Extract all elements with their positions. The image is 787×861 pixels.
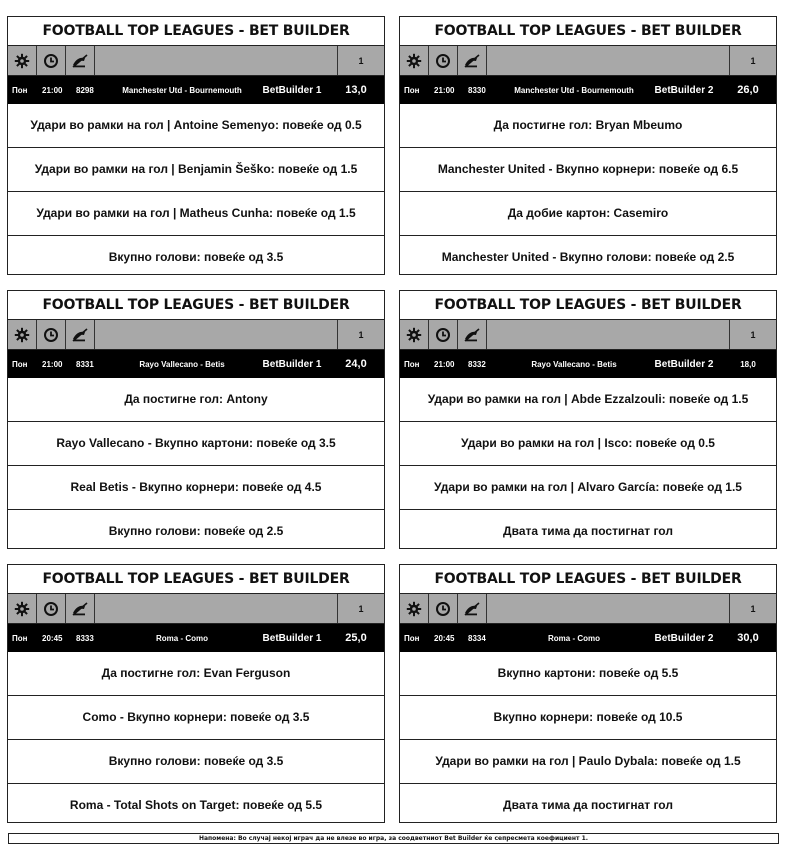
builder-label: BetBuilder 1 xyxy=(262,632,322,644)
icon-row xyxy=(8,594,384,624)
match-name: Rayo Vallecano - Betis xyxy=(531,359,617,369)
no-bet-icon xyxy=(66,320,95,349)
match-name: Roma - Como xyxy=(156,633,208,643)
match-name: Manchester Utd - Bournemouth xyxy=(514,85,634,95)
kickoff-time: 20:45 xyxy=(434,633,455,643)
event-code: 8333 xyxy=(76,633,94,643)
bet-card-2 xyxy=(399,16,777,275)
odds-value: 24,0 xyxy=(345,358,367,370)
bet-card-4 xyxy=(399,290,777,549)
selection-row: Удари во рамки на гол | Abde Ezzalzouli: повеќе од 1.5 xyxy=(427,392,749,406)
match-info-row xyxy=(8,76,384,104)
selection-row: Удари во рамки на гол | Matheus Cunha: повеќе од 1.5 xyxy=(8,191,384,235)
event-count: 1 xyxy=(358,329,364,340)
selection-row: Roma - Total Shots on Target: повеќе од 5.5 xyxy=(8,783,384,827)
match-info-row xyxy=(400,76,776,104)
icon-row xyxy=(400,320,776,350)
builder-label: BetBuilder 1 xyxy=(262,358,322,370)
clock-icon xyxy=(429,594,458,623)
builder-label: BetBuilder 2 xyxy=(654,84,714,96)
clock-icon xyxy=(37,320,66,349)
odds-value: 25,0 xyxy=(345,632,367,644)
gear-icon xyxy=(8,594,37,623)
odds-value: 30,0 xyxy=(737,632,759,644)
selection-row: Вкупно голови: повеќе од 3.5 xyxy=(8,739,384,783)
builder-label: BetBuilder 2 xyxy=(654,632,714,644)
icon-row xyxy=(400,46,776,76)
footnote: Напомена: Во случај некој играч да не влезе во игра, за соодветниот Bet Builder ќе сепресмета коефициент 1. xyxy=(8,833,779,844)
selection-row: Вкупно голови: повеќе од 2.5 xyxy=(8,509,384,553)
icon-row xyxy=(400,594,776,624)
day-label: Пон xyxy=(12,633,28,643)
match-name: Rayo Vallecano - Betis xyxy=(139,359,225,369)
selection-list xyxy=(400,104,776,279)
odds-value: 18,0 xyxy=(740,359,756,369)
gear-icon xyxy=(8,320,37,349)
selection-row: Como - Вкупно корнери: повеќе од 3.5 xyxy=(8,695,384,739)
builder-label: BetBuilder 2 xyxy=(654,358,714,370)
event-count: 1 xyxy=(750,55,756,66)
clock-icon xyxy=(429,46,458,75)
bet-card-6 xyxy=(399,564,777,823)
selection-list xyxy=(8,104,384,279)
no-bet-icon xyxy=(458,320,487,349)
event-code: 8298 xyxy=(76,85,94,95)
kickoff-time: 21:00 xyxy=(42,359,63,369)
selection-list xyxy=(400,652,776,827)
kickoff-time: 21:00 xyxy=(434,85,455,95)
event-count: 1 xyxy=(750,603,756,614)
selection-row: Удари во рамки на гол | Antoine Semenyo: повеќе од 0.5 xyxy=(30,118,362,132)
match-info-row xyxy=(8,624,384,652)
no-bet-icon xyxy=(458,46,487,75)
selection-row: Manchester United - Вкупно корнери: повеќе од 6.5 xyxy=(400,147,776,191)
clock-icon xyxy=(37,46,66,75)
selection-row: Rayo Vallecano - Вкупно картони: повеќе од 3.5 xyxy=(8,421,384,465)
match-info-row xyxy=(8,350,384,378)
day-label: Пон xyxy=(404,359,420,369)
selection-row: Да постигне гол: Antony xyxy=(124,392,268,406)
clock-icon xyxy=(37,594,66,623)
event-code: 8332 xyxy=(468,359,486,369)
day-label: Пон xyxy=(12,85,28,95)
kickoff-time: 20:45 xyxy=(42,633,63,643)
selection-row: Вкупно корнери: повеќе од 10.5 xyxy=(400,695,776,739)
event-code: 8334 xyxy=(468,633,486,643)
selection-row: Удари во рамки на гол | Paulo Dybala: повеќе од 1.5 xyxy=(400,739,776,783)
selection-row: Двата тима да постигнат гол xyxy=(400,509,776,553)
card-title: FOOTBALL TOP LEAGUES - BET BUILDER xyxy=(400,17,776,46)
no-bet-icon xyxy=(66,46,95,75)
clock-icon xyxy=(429,320,458,349)
match-info-row xyxy=(400,624,776,652)
bet-card-5 xyxy=(7,564,385,823)
bet-card-1 xyxy=(7,16,385,275)
day-label: Пон xyxy=(12,359,28,369)
bet-card-3 xyxy=(7,290,385,549)
card-title: FOOTBALL TOP LEAGUES - BET BUILDER xyxy=(8,565,384,594)
no-bet-icon xyxy=(66,594,95,623)
card-title: FOOTBALL TOP LEAGUES - BET BUILDER xyxy=(8,17,384,46)
event-code: 8331 xyxy=(76,359,94,369)
selection-row: Да постигне гол: Evan Ferguson xyxy=(101,666,291,680)
selection-row: Real Betis - Вкупно корнери: повеќе од 4.5 xyxy=(8,465,384,509)
builder-label: BetBuilder 1 xyxy=(262,84,322,96)
icon-row xyxy=(8,320,384,350)
selection-list xyxy=(8,378,384,553)
odds-value: 26,0 xyxy=(737,84,759,96)
event-code: 8330 xyxy=(468,85,486,95)
selection-row: Двата тима да постигнат гол xyxy=(400,783,776,827)
selection-list xyxy=(400,378,776,553)
selection-row: Да постигне гол: Bryan Mbeumo xyxy=(493,118,683,132)
event-count: 1 xyxy=(750,329,756,340)
match-name: Manchester Utd - Bournemouth xyxy=(122,85,242,95)
selection-row: Да добие картон: Casemiro xyxy=(400,191,776,235)
kickoff-time: 21:00 xyxy=(434,359,455,369)
odds-value: 13,0 xyxy=(345,84,367,96)
event-count: 1 xyxy=(358,55,364,66)
selection-row: Вкупно голови: повеќе од 3.5 xyxy=(8,235,384,279)
gear-icon xyxy=(400,320,429,349)
icon-row xyxy=(8,46,384,76)
selection-row: Удари во рамки на гол | Isco: повеќе од 0.5 xyxy=(400,421,776,465)
day-label: Пон xyxy=(404,85,420,95)
selection-row: Manchester United - Вкупно голови: повеќе од 2.5 xyxy=(400,235,776,279)
no-bet-icon xyxy=(458,594,487,623)
gear-icon xyxy=(8,46,37,75)
day-label: Пон xyxy=(404,633,420,643)
gear-icon xyxy=(400,46,429,75)
selection-list xyxy=(8,652,384,827)
selection-row: Удари во рамки на гол | Alvaro García: повеќе од 1.5 xyxy=(400,465,776,509)
gear-icon xyxy=(400,594,429,623)
card-title: FOOTBALL TOP LEAGUES - BET BUILDER xyxy=(400,291,776,320)
selection-row: Удари во рамки на гол | Benjamin Šeško: повеќе од 1.5 xyxy=(8,147,384,191)
match-info-row xyxy=(400,350,776,378)
kickoff-time: 21:00 xyxy=(42,85,63,95)
card-title: FOOTBALL TOP LEAGUES - BET BUILDER xyxy=(8,291,384,320)
card-title: FOOTBALL TOP LEAGUES - BET BUILDER xyxy=(400,565,776,594)
selection-row: Вкупно картони: повеќе од 5.5 xyxy=(497,666,679,680)
match-name: Roma - Como xyxy=(548,633,600,643)
event-count: 1 xyxy=(358,603,364,614)
